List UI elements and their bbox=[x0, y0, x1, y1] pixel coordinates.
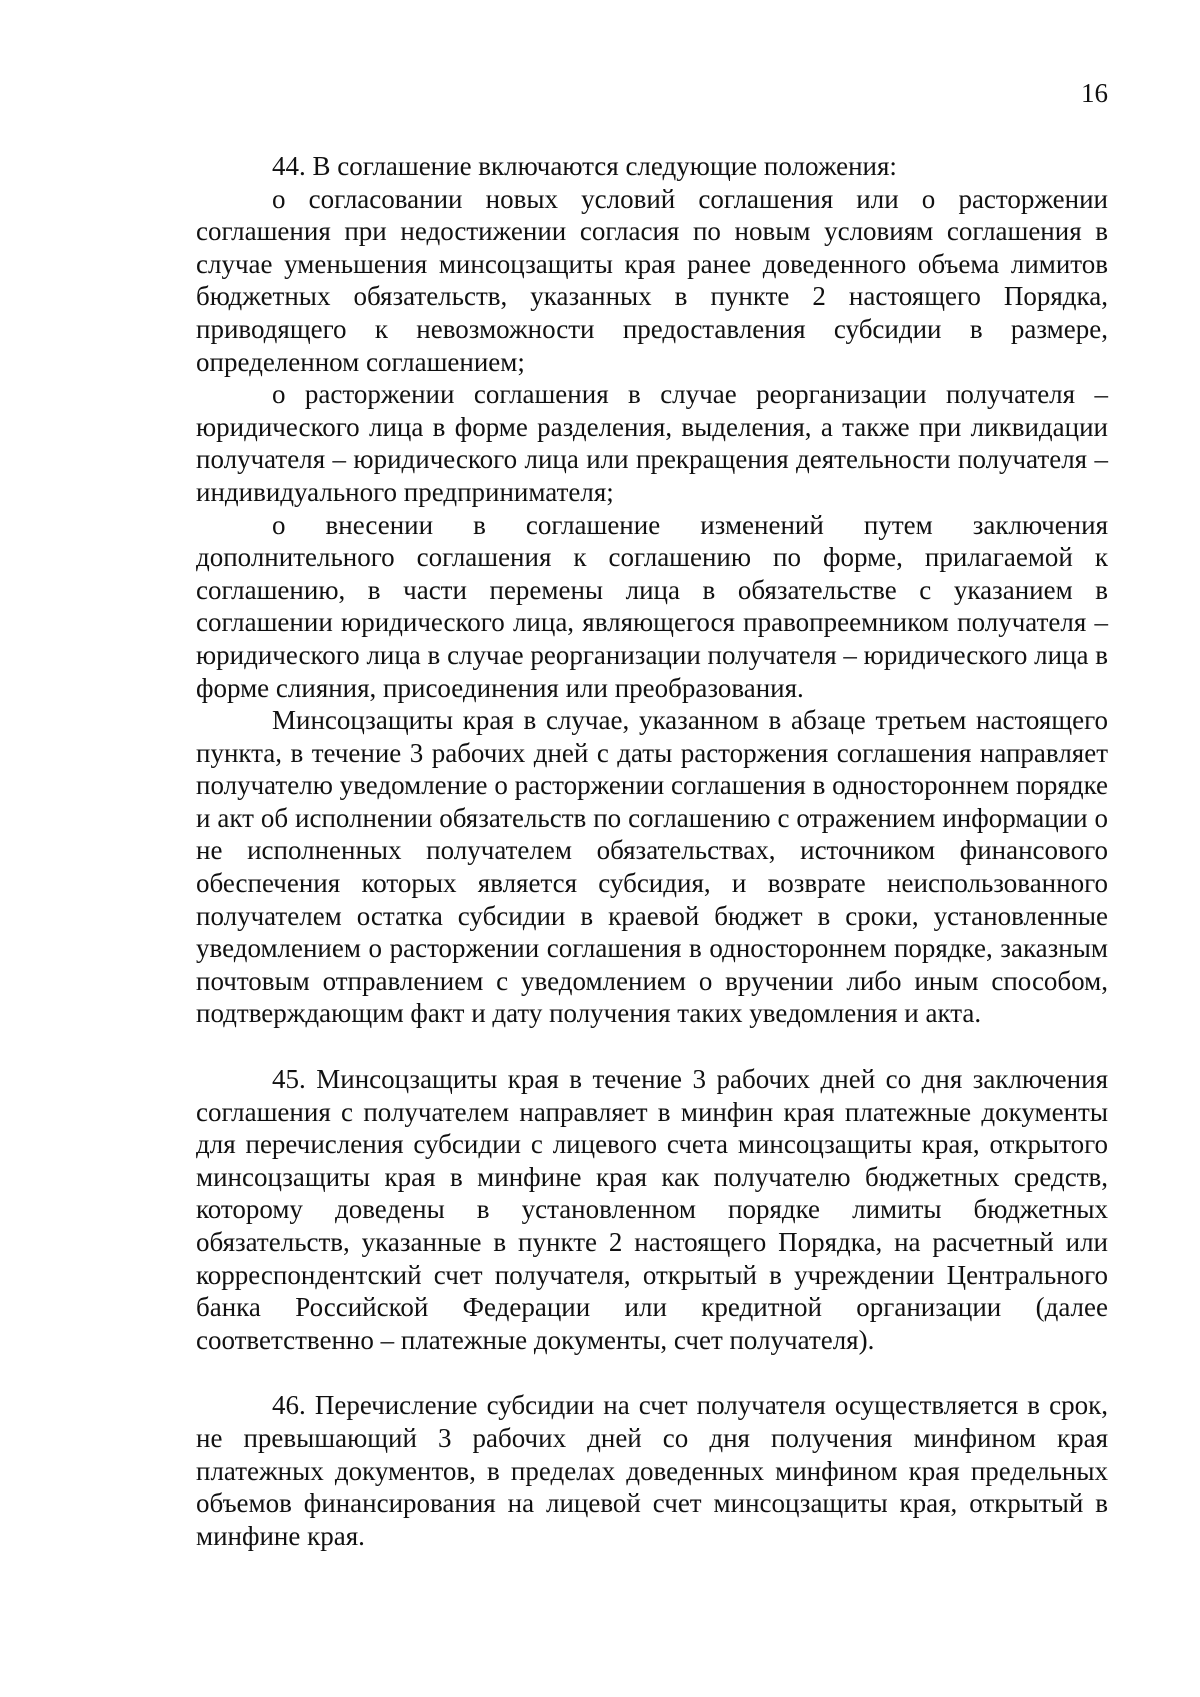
paragraph-45: 45. Минсоцзащиты края в течение 3 рабочих дней со дня заключения соглашения с получателем направляет в минфин края платежные документы для перечисления субсидии с лицевого счета минсоцзащиты края, открытого минсоцзащиты края в минфине края как получателю бюджетных средств, которому доведены в установленном порядке лимиты бюджетных обязательств, указанные в пункте 2 настоящего Порядка, на расчетный или корреспондентский счет получателя, открытый в учреждении Центрального банка Российской Федерации или кредитной организации (далее соответственно – платежные документы, счет получателя). bbox=[196, 1064, 1108, 1355]
document-body bbox=[196, 150, 1108, 1552]
paragraph-44-clause-3: о внесении в соглашение изменений путем заключения дополнительного соглашения к соглашению по форме, прилагаемой к соглашению, в части перемены лица в обязательстве с указанием в соглашении юридического лица, являющегося правопреемником получателя – юридического лица в случае реорганизации получателя – юридического лица в форме слияния, присоединения или преобразования. bbox=[196, 509, 1108, 703]
paragraph-44-clause-1: о согласовании новых условий соглашения или о расторжении соглашения при недостижении согласия по новым условиям соглашения в случае уменьшения минсоцзащиты края ранее доведенного объема лимитов бюджетных обязательств, указанных в пункте 2 настоящего Порядка, приводящего к невозможности предоставления субсидии в размере, определенном соглашением; bbox=[196, 183, 1108, 377]
paragraph-46: 46. Перечисление субсидии на счет получателя осуществляется в срок, не превышающий 3 рабочих дней со дня получения минфином края платежных документов, в пределах доведенных минфином края предельных объемов финансирования на лицевой счет минсоцзащиты края, открытый в минфине края. bbox=[196, 1390, 1108, 1551]
paragraph-44-heading: 44. В соглашение включаются следующие положения: bbox=[272, 151, 897, 181]
page-number: 16 bbox=[1081, 78, 1108, 108]
paragraph-44-clause-2: о расторжении соглашения в случае реорганизации получателя – юридического лица в форме разделения, выделения, а также при ликвидации получателя – юридического лица или прекращения деятельности получателя – индивидуального предпринимателя; bbox=[196, 379, 1108, 507]
paragraph-44-notice: Минсоцзащиты края в случае, указанном в абзаце третьем настоящего пункта, в течение 3 рабочих дней с даты расторжения соглашения направляет получателю уведомление о расторжении соглашения в одностороннем порядке и акт об исполнении обязательств по соглашению с отражением информации о не исполненных получателем обязательствах, источником финансового обеспечения которых является субсидия, и возврате неиспользованного получателем остатка субсидии в краевой бюджет в сроки, установленные уведомлением о расторжении соглашения в одностороннем порядке, заказным почтовым отправлением с уведомлением о вручении либо иным способом, подтверждающим факт и дату получения таких уведомления и акта. bbox=[196, 705, 1108, 1029]
